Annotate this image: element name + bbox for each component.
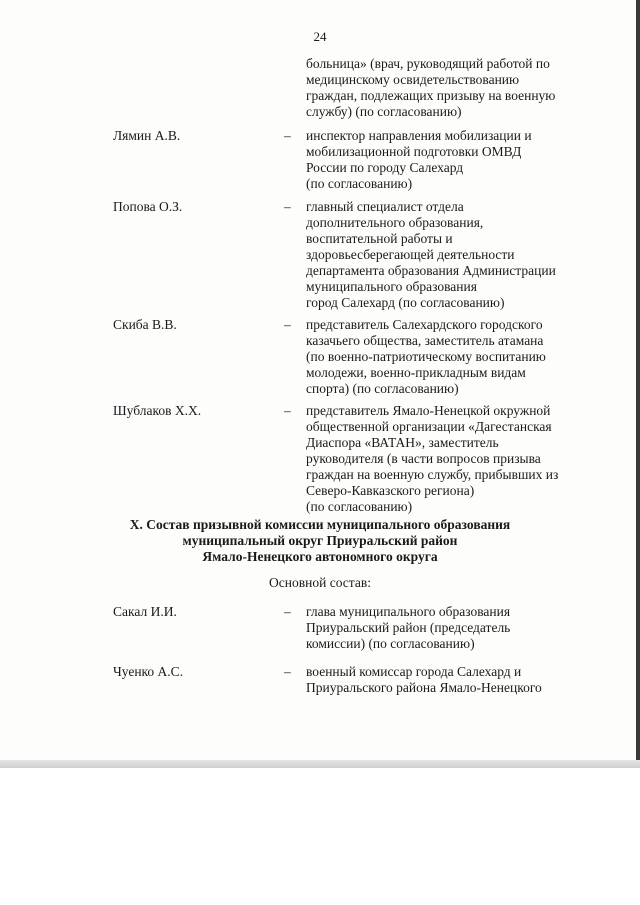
section-heading: [0, 517, 640, 565]
text-line: (по согласованию): [306, 499, 413, 514]
text-line: молодежи, военно-прикладным видам: [306, 365, 526, 380]
text-line: (по военно-патриотическому воспитанию: [306, 349, 546, 364]
text-line: спорта) (по согласованию): [306, 381, 459, 396]
text-line: представитель Салехардского городского: [306, 317, 543, 332]
member-dash: –: [284, 664, 291, 679]
member-name: Скиба В.В.: [113, 317, 177, 332]
text-line: (по согласованию): [306, 176, 413, 191]
member-name: Лямин А.В.: [113, 128, 181, 143]
text-line: Приуральский район (председатель: [306, 620, 511, 635]
member-description: [306, 403, 606, 515]
text-line: Северо-Кавказского региона): [306, 483, 475, 498]
text-line: глава муниципального образования: [306, 604, 511, 619]
text-line: инспектор направления мобилизации и: [306, 128, 532, 143]
heading-line: муниципальный округ Приуральский район: [182, 533, 458, 548]
text-line: здоровьесберегающей деятельности: [306, 247, 515, 262]
member-name: Сакал И.И.: [113, 604, 177, 619]
text-line: граждан на военную службу, прибывших из: [306, 467, 559, 482]
member-dash: –: [284, 317, 291, 332]
text-line: комиссии) (по согласованию): [306, 636, 475, 651]
heading-line: X. Состав призывной комиссии муниципального образования: [129, 517, 511, 532]
member-name: Попова О.З.: [113, 199, 183, 214]
text-line: больница» (врач, руководящий работой по: [306, 56, 550, 71]
text-line: казачьего общества, заместитель атамана: [306, 333, 544, 348]
text-line: город Салехард (по согласованию): [306, 295, 505, 310]
text-line: Приуральского района Ямало-Ненецкого: [306, 680, 542, 695]
member-description: [306, 604, 606, 652]
member-dash: –: [284, 199, 291, 214]
member-description: [306, 664, 606, 696]
text-line: службу) (по согласованию): [306, 104, 462, 119]
text-line: общественной организации «Дагестанская: [306, 419, 552, 434]
text-line: мобилизационной подготовки ОМВД: [306, 144, 522, 159]
member-description: [306, 317, 606, 397]
text-line: дополнительного образования,: [306, 215, 484, 230]
member-name: Шублаков Х.Х.: [113, 403, 202, 418]
text-line: медицинскому освидетельствованию: [306, 72, 520, 87]
section-subheading: Основной состав:: [269, 575, 371, 590]
member-description: [306, 128, 606, 192]
text-line: главный специалист отдела: [306, 199, 464, 214]
text-line: муниципального образования: [306, 279, 477, 294]
text-line: представитель Ямало-Ненецкой окружной: [306, 403, 551, 418]
text-line: военный комиссар города Салехард и: [306, 664, 522, 679]
heading-line: Ямало-Ненецкого автономного округа: [202, 549, 438, 564]
continuation-text: [306, 56, 606, 120]
text-line: граждан, подлежащих призыву на военную: [306, 88, 556, 103]
text-line: руководителя (в части вопросов призыва: [306, 451, 541, 466]
page-number: 24: [313, 29, 327, 44]
text-line: департамента образования Администрации: [306, 263, 556, 278]
text-line: Диаспора «ВАТАН», заместитель: [306, 435, 499, 450]
text-line: воспитательной работы и: [306, 231, 453, 246]
page-edge-shadow: [0, 760, 640, 768]
member-dash: –: [284, 604, 291, 619]
member-dash: –: [284, 403, 291, 418]
member-name: Чуенко А.С.: [113, 664, 184, 679]
member-dash: –: [284, 128, 291, 143]
member-description: [306, 199, 606, 311]
text-line: России по городу Салехард: [306, 160, 464, 175]
